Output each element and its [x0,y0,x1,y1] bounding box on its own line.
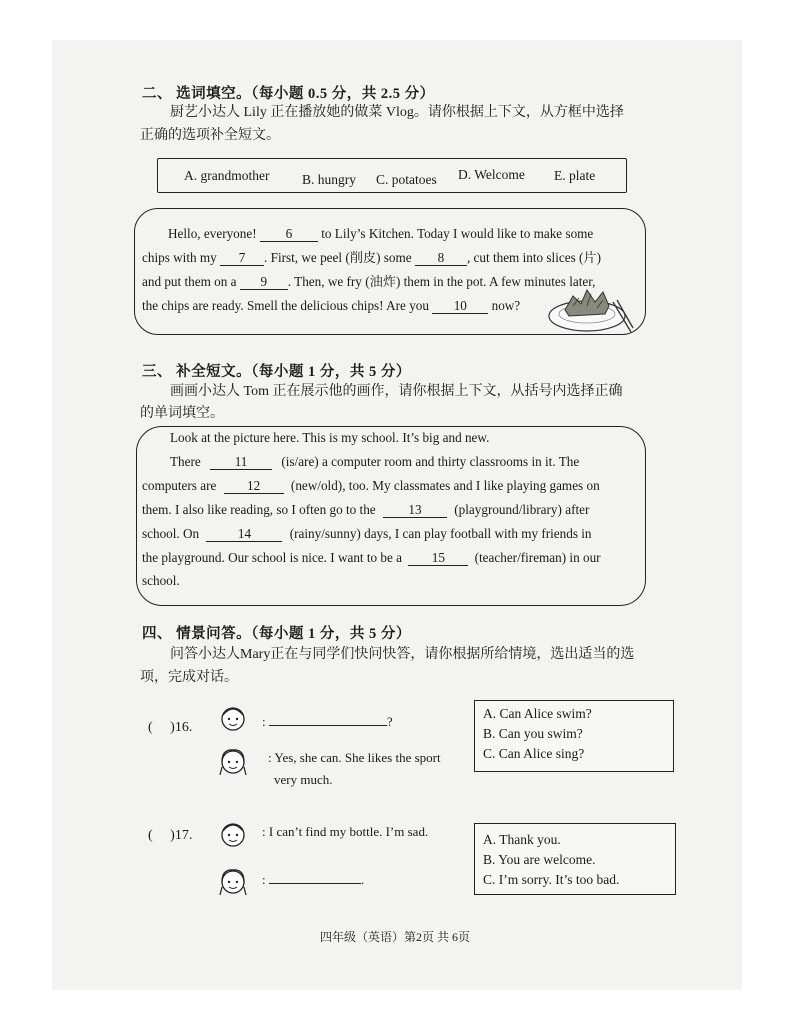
q17-option-a[interactable]: A. Thank you. [483,832,561,847]
blank-11[interactable]: 11 [210,454,272,470]
text: ? [386,714,393,729]
word-option-box [157,158,627,193]
text: now? [491,298,521,313]
passage-line-2 [142,250,601,266]
blank-12[interactable]: 12 [224,478,284,494]
text: the chips are ready. Smell the delicious chips! Are you [142,298,429,313]
text: . First, we peel (削皮) some [264,250,412,265]
school-line-3 [142,478,600,494]
text: (is/are) a computer room and thirty classrooms in it. The [281,454,580,469]
text: and put them on a [142,274,237,289]
section4-intro-2: 项，完成对话。 [140,670,238,685]
q17-options-box [474,823,676,895]
q16-option-b[interactable]: B. Can you swim? [483,726,583,741]
option-b: B. hungry [302,172,356,187]
section2-heading: 二、 选词填空。（每小题 0.5 分，共 2.5 分） [142,86,435,102]
passage-line-1 [168,226,593,242]
q16-answer-blank[interactable] [269,725,387,726]
blank-7[interactable]: 7 [220,250,264,266]
option-d: D. Welcome [458,167,525,182]
q17-option-b[interactable]: B. You are welcome. [483,852,596,867]
blank-15[interactable]: 15 [408,550,468,566]
text: , cut them into slices (片) [466,250,601,265]
section2-intro-1: 厨艺小达人 Lily 正在播放她的做菜 Vlog。请你根据上下文，从方框中选择 [170,105,624,120]
q16-option-a[interactable]: A. Can Alice swim? [483,706,592,721]
boy-face-icon [218,703,248,733]
text: the playground. Our school is nice. I want to be a [142,550,403,565]
school-line-5 [142,526,592,542]
text: to Lily’s Kitchen. Today I would like to make some [321,226,594,241]
q16-boy-line [262,714,393,730]
q17-girl-line [262,872,364,888]
school-line-1: Look at the picture here. This is my school. It’s big and new. [170,430,490,445]
blank-13[interactable]: 13 [383,502,447,518]
text: : [262,714,266,729]
option-a: A. grandmother [184,168,270,183]
option-c: C. potatoes [376,172,437,187]
blank-10[interactable]: 10 [432,298,488,314]
q16-option-c[interactable]: C. Can Alice sing? [483,746,585,761]
option-e: E. plate [554,168,596,183]
text: . Then, we fry (油炸) them in the pot. A few minutes later, [287,274,596,289]
text: Hello, everyone! [168,226,257,241]
chips-plate-image [547,278,635,336]
section4-heading: 四、 情景问答。（每小题 1 分，共 5 分） [142,626,411,642]
school-line-7: school. [142,573,180,588]
school-line-2 [170,454,579,470]
q16-options-box [474,700,674,772]
section3-intro-1: 画画小达人 Tom 正在展示他的画作，请你根据上下文，从括号内选择正确 [170,384,623,399]
passage-line-3 [142,274,595,290]
text: them. I also like reading, so I often go to the [142,502,376,517]
blank-6[interactable]: 6 [260,226,318,242]
q17-number[interactable]: ( )17. [148,828,193,843]
blank-8[interactable]: 8 [415,250,467,266]
text: (new/old), too. My classmates and I like playing games on [290,478,600,493]
q17-boy-line: : I can’t find my bottle. I’m sad. [262,824,429,839]
text: : [262,872,266,887]
q16-girl-line-1: : Yes, she can. She likes the sport [268,750,441,765]
text: chips with my [142,250,217,265]
girl-face-icon [218,867,248,897]
text: school. On [142,526,200,541]
text: (teacher/fireman) in our [474,550,601,565]
section2-intro-2: 正确的选项补全短文。 [140,128,280,143]
section3-intro-2: 的单词填空。 [140,406,224,421]
exam-page [52,40,742,990]
school-line-4 [142,502,589,518]
section3-heading: 三、 补全短文。（每小题 1 分，共 5 分） [142,364,411,380]
blank-9[interactable]: 9 [240,274,288,290]
page-footer: 四年级（英语）第2页 共 6页 [320,930,471,944]
q16-number[interactable]: ( )16. [148,720,193,735]
boy-face-icon [218,819,248,849]
q16-girl-line-2: very much. [274,772,333,787]
school-line-6 [142,550,601,566]
blank-14[interactable]: 14 [206,526,282,542]
text: There [170,454,201,469]
q17-answer-blank[interactable] [269,883,361,884]
text: computers are [142,478,217,493]
girl-face-icon [218,747,248,777]
text: . [360,872,365,887]
section4-intro-1: 问答小达人Mary正在与同学们快问快答，请你根据所给情境，选出适当的选 [170,647,635,662]
q17-option-c[interactable]: C. I’m sorry. It’s too bad. [483,872,620,887]
text: (rainy/sunny) days, I can play football with my friends in [289,526,592,541]
passage-line-4 [142,298,520,314]
text: (playground/library) after [454,502,590,517]
